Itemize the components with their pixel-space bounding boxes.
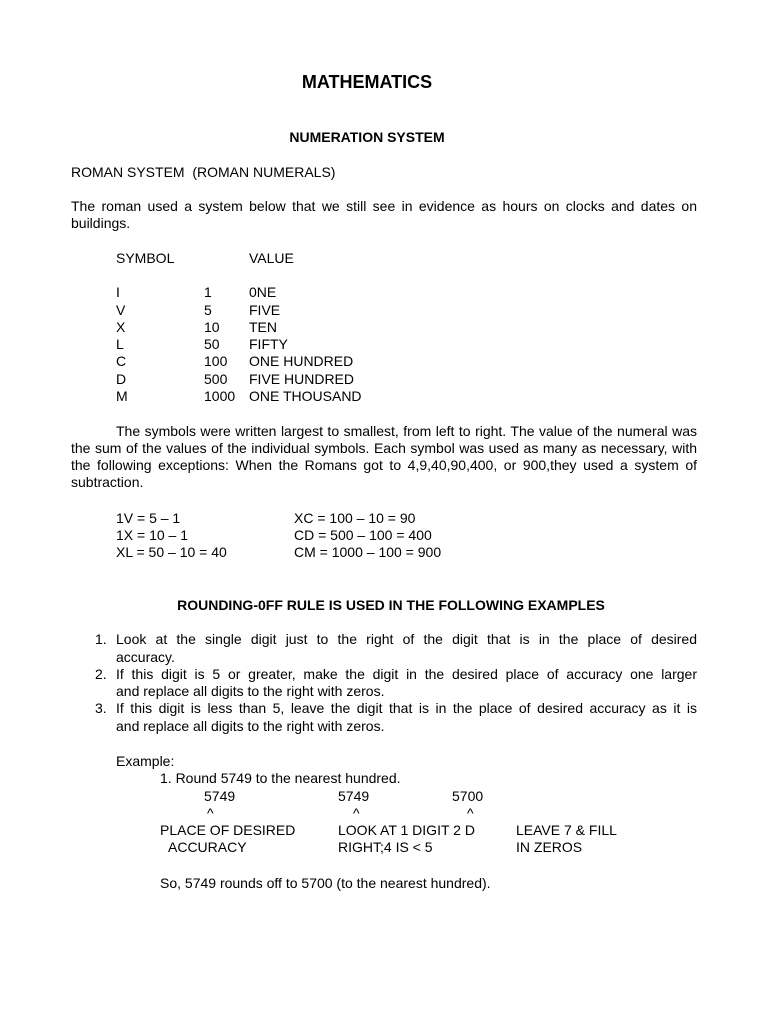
example-col3: IN ZEROS xyxy=(516,839,583,855)
list-item-text: Look at the single digit just to the right of the digit that is in the place of desired xyxy=(116,631,697,647)
table-row-word: 0NE xyxy=(249,284,277,300)
subtraction-right: CM = 1000 – 100 = 900 xyxy=(294,544,442,560)
example-label: Example: xyxy=(116,753,175,769)
table-row-symbol: M xyxy=(116,388,128,404)
example-col2: LOOK AT 1 DIGIT 2 D xyxy=(338,822,475,838)
subtraction-right: CD = 500 – 100 = 400 xyxy=(294,527,432,543)
subtraction-left: 1X = 10 – 1 xyxy=(116,527,189,543)
table-row-symbol: L xyxy=(116,336,124,352)
table-row-symbol: D xyxy=(116,371,127,387)
table-row-symbol: V xyxy=(116,302,126,318)
symbols-paragraph: The symbols were written largest to smallest, from left to right. The value of the numeral was the sum of the values of the individual symbols. Each symbol was used as many as necessary, with the following exceptions: When the Romans got to 4,9,40,90,400, or 900,they used a system of subtraction. xyxy=(71,423,697,490)
example-col1: ACCURACY xyxy=(168,839,247,855)
table-row-word: FIVE xyxy=(249,302,281,318)
example-col1: PLACE OF DESIRED xyxy=(160,822,296,838)
list-item-text: and replace all digits to the right with zeros. xyxy=(116,683,385,699)
table-row-number: 50 xyxy=(204,336,220,352)
example-problem: 1. Round 5749 to the nearest hundred. xyxy=(160,770,401,786)
value-header: VALUE xyxy=(249,250,294,266)
list-item-number: 3. xyxy=(95,700,107,716)
example-conclusion: So, 5749 rounds off to 5700 (to the nearest hundred). xyxy=(160,875,491,891)
caret-mark: ^ xyxy=(207,805,214,821)
table-row-symbol: X xyxy=(116,319,126,335)
symbol-header: SYMBOL xyxy=(116,250,175,266)
subtraction-left: XL = 50 – 10 = 40 xyxy=(116,544,227,560)
caret-mark: ^ xyxy=(353,805,360,821)
table-row-word: ONE THOUSAND xyxy=(249,388,362,404)
table-row-word: ONE HUNDRED xyxy=(249,353,354,369)
intro-paragraph: The roman used a system below that we still see in evidence as hours on clocks and dates on buildings. xyxy=(71,198,697,231)
roman-heading: ROMAN SYSTEM (ROMAN NUMERALS) xyxy=(71,164,336,180)
table-row-word: FIVE HUNDRED xyxy=(249,371,355,387)
rounding-heading: ROUNDING-0FF RULE IS USED IN THE FOLLOWING EXAMPLES xyxy=(177,597,605,613)
list-item-text: and replace all digits to the right with zeros. xyxy=(116,718,385,734)
list-item-text: If this digit is less than 5, leave the digit that is in the place of desired accuracy as it is xyxy=(116,700,697,716)
table-row-word: TEN xyxy=(249,319,277,335)
list-item-text: accuracy. xyxy=(116,649,175,665)
table-row-number: 5 xyxy=(204,302,212,318)
table-row-number: 10 xyxy=(204,319,220,335)
subtraction-left: 1V = 5 – 1 xyxy=(116,510,181,526)
list-item-text: If this digit is 5 or greater, make the digit in the desired place of accuracy one larger xyxy=(116,666,697,682)
table-row-symbol: C xyxy=(116,353,127,369)
subtraction-right: XC = 100 – 10 = 90 xyxy=(294,510,416,526)
table-row-number: 1000 xyxy=(204,388,236,404)
example-col2: RIGHT;4 IS < 5 xyxy=(338,839,433,855)
table-row-symbol: I xyxy=(116,284,120,300)
section-title: NUMERATION SYSTEM xyxy=(289,129,445,145)
table-row-word: FIFTY xyxy=(249,336,288,352)
example-col3: LEAVE 7 & FILL xyxy=(516,822,617,838)
table-row-number: 1 xyxy=(204,284,212,300)
caret-mark: ^ xyxy=(467,805,474,821)
example-value: 5700 xyxy=(452,788,484,804)
table-row-number: 100 xyxy=(204,353,228,369)
example-value: 5749 xyxy=(204,788,236,804)
page-title: MATHEMATICS xyxy=(301,72,433,92)
example-value: 5749 xyxy=(338,788,370,804)
list-item-number: 2. xyxy=(95,666,107,682)
table-row-number: 500 xyxy=(204,371,228,387)
list-item-number: 1. xyxy=(95,631,107,647)
